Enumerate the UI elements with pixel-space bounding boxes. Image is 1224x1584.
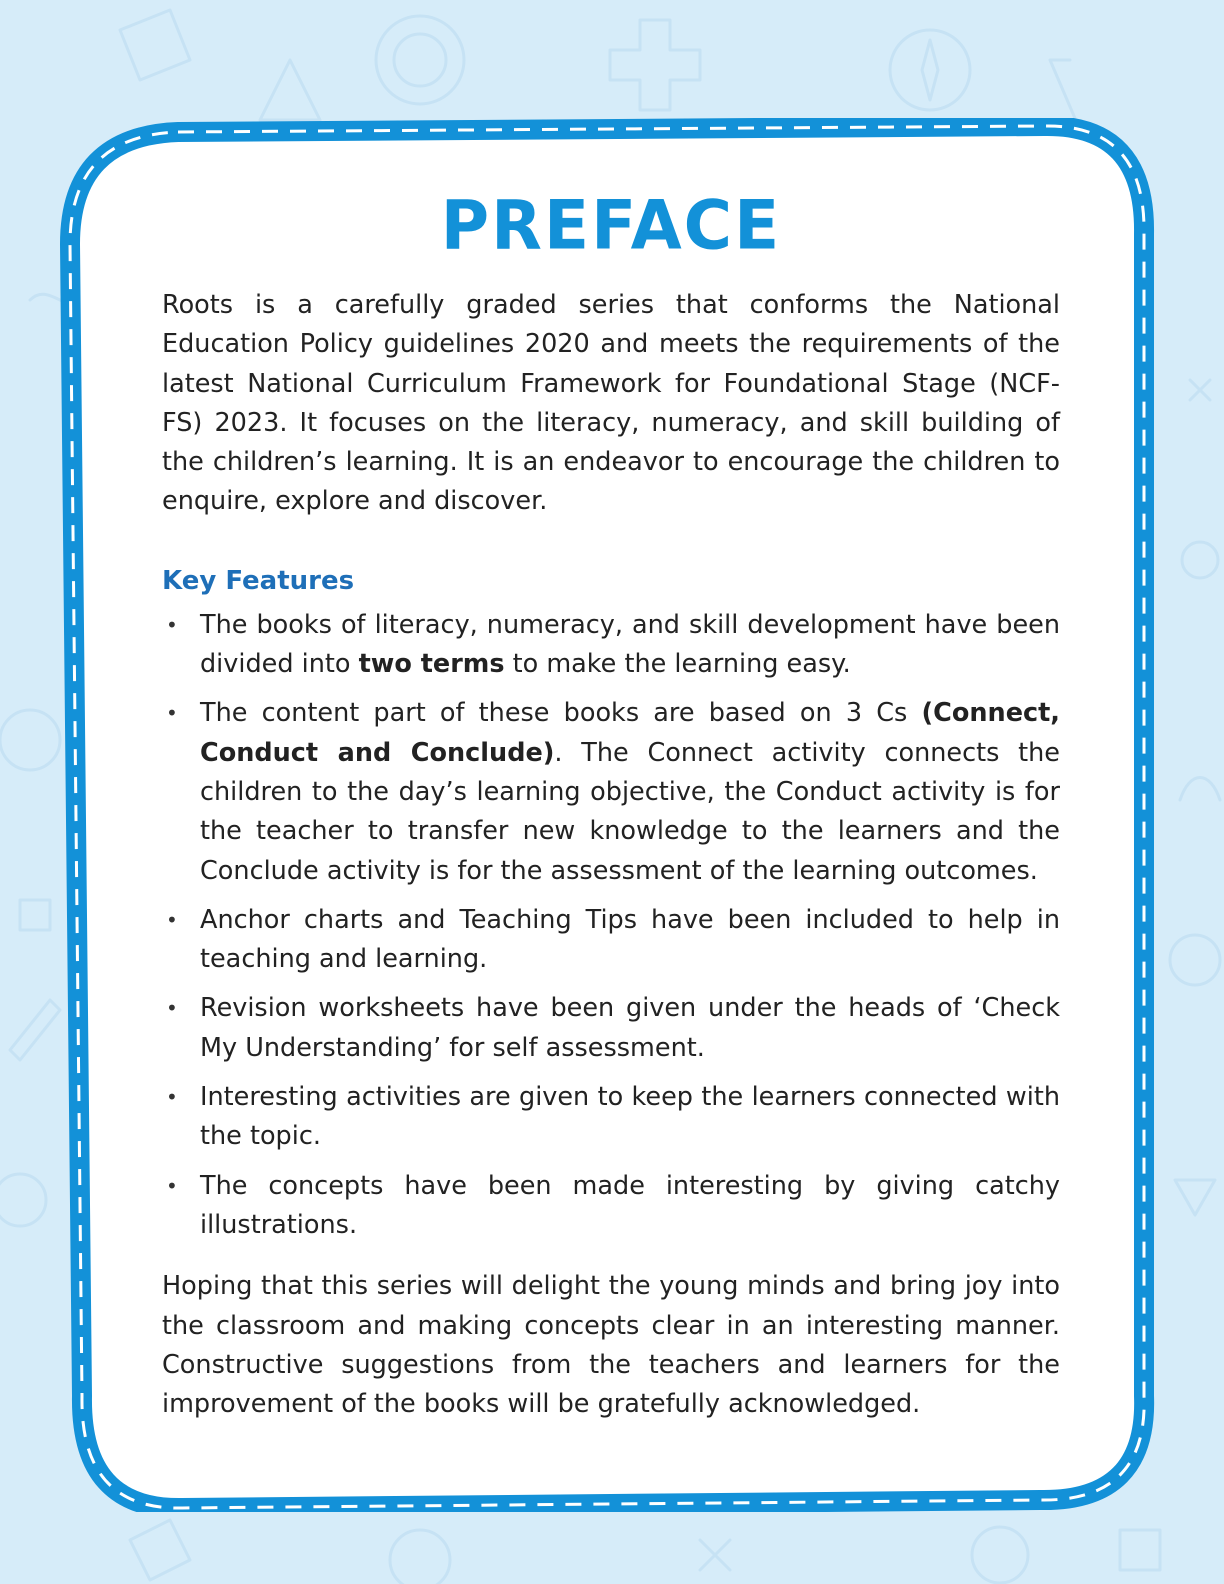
bullet-icon: • xyxy=(166,996,178,1021)
bullet-icon: • xyxy=(166,612,178,637)
list-item: • Interesting activities are given to keep the learners connected with the topic. xyxy=(162,1078,1060,1157)
list-item: • The books of literacy, numeracy, and skill development have been divided into two terms to make the learning easy. xyxy=(162,606,1060,685)
intro-paragraph: Roots is a carefully graded series that conforms the National Education Policy guidelines 2020 and meets the requirements of the latest National Curriculum Framework for Foundational Stage (NCF-FS) 2023. It focuses on the literacy, numeracy, and skill building of the children’s learning. It is an endeavor to encourage the children to enquire, explore and discover. xyxy=(162,290,1060,517)
bullet-icon: • xyxy=(166,1085,178,1110)
bold-phrase: two terms xyxy=(358,649,505,680)
key-features-heading: Key Features xyxy=(162,565,355,596)
bullet-icon: • xyxy=(166,1173,178,1198)
closing-paragraph: Hoping that this series will delight the young minds and bring joy into the classroom and making concepts clear in an interesting manner. Constructive suggestions from the teachers and learners for the improvement of the books will be gratefully acknowledged. xyxy=(162,1271,1060,1420)
list-item: • The content part of these books are based on 3 Cs (Connect, Conduct and Conclude). The Connect activity connects the children to the day’s learning objective, the Conduct activity is for the teacher to transfer new knowledge to the learners and the Conclude activity is for the assessment of the learning outcomes. xyxy=(162,694,1060,890)
list-item: • Revision worksheets have been given under the heads of ‘Check My Understanding’ for self assessment. xyxy=(162,989,1060,1068)
bullet-icon: • xyxy=(166,907,178,932)
list-item: • The concepts have been made interesting by giving catchy illustrations. xyxy=(162,1167,1060,1246)
bold-phrase: (Connect, Conduct and Conclude) xyxy=(200,698,1060,768)
preface-card xyxy=(58,118,1164,1512)
key-features-list xyxy=(162,606,1060,1245)
preface-content xyxy=(162,178,1060,1424)
list-item: • Anchor charts and Teaching Tips have been included to help in teaching and learning. xyxy=(162,901,1060,980)
page-title: PREFACE xyxy=(440,186,782,265)
bullet-icon: • xyxy=(166,701,178,726)
